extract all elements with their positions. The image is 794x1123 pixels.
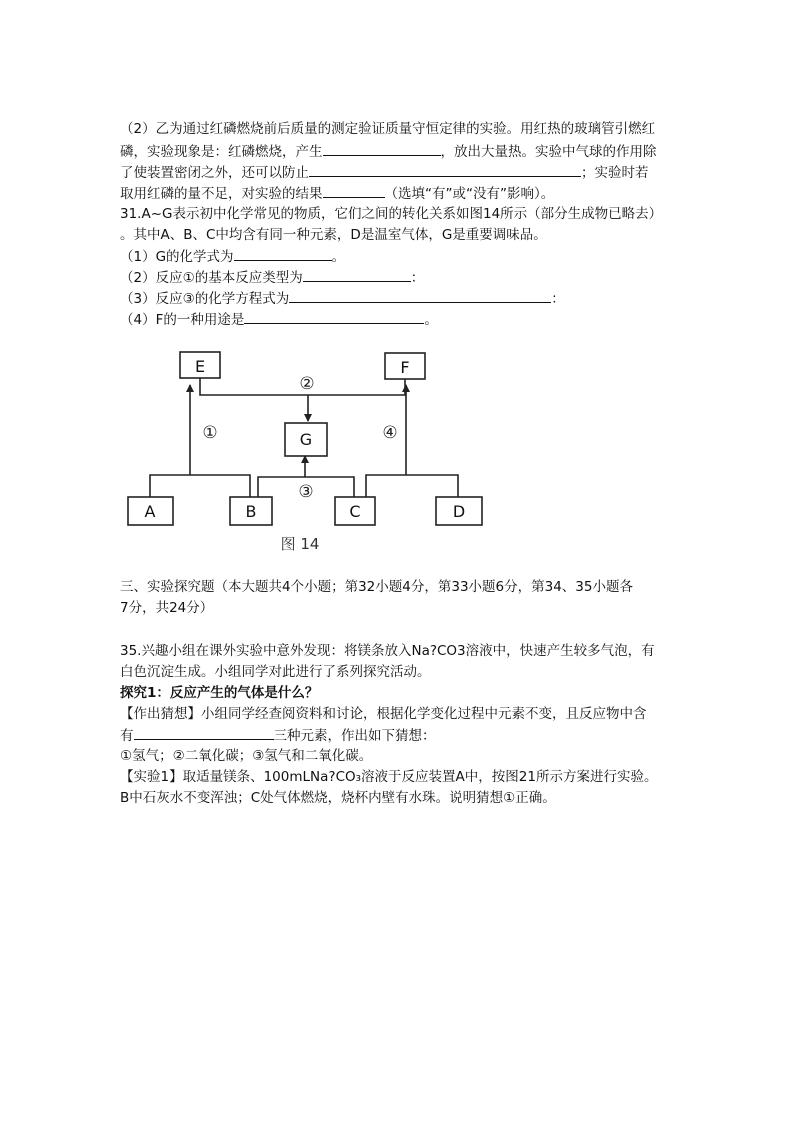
reaction-4-label: ④ bbox=[382, 423, 398, 443]
q35-line-2: 白色沉淀生成。小组同学对此进行了系列探究活动。 bbox=[120, 664, 431, 680]
q35-line-1: 35.兴趣小组在课外实验中意外发现：将镁条放入Na?CO3溶液中，快速产生较多气泡，有 bbox=[120, 643, 655, 659]
node-a-label: A bbox=[144, 502, 156, 521]
section-3-heading-line-2: 7分，共24分） bbox=[120, 600, 214, 616]
explore-1-heading: 探究1：反应产生的气体是什么？ bbox=[120, 685, 319, 701]
connector-c-d bbox=[366, 475, 458, 497]
answer-blank[interactable] bbox=[244, 309, 424, 324]
q30-line-1: （2）乙为通过红磷燃烧前后质量的测定验证质量守恒定律的实验。用红热的玻璃管引燃红 bbox=[120, 121, 656, 137]
q31-sub-4: （4）F的一种用途是 。 bbox=[120, 309, 438, 330]
q31-sub-1: （1）G的化学式为 。 bbox=[120, 246, 345, 267]
answer-blank[interactable] bbox=[323, 141, 441, 156]
q30-line-4: 取用红磷的量不足，对实验的结果 （选填“有”或“没有”影响）。 bbox=[120, 183, 554, 204]
answer-blank[interactable] bbox=[323, 183, 385, 198]
answer-blank[interactable] bbox=[134, 725, 274, 740]
q31-sub-2: （2）反应①的基本反应类型为 ： bbox=[120, 267, 424, 288]
answer-blank[interactable] bbox=[289, 288, 551, 303]
node-g-label: G bbox=[299, 430, 313, 449]
reaction-3-label: ③ bbox=[298, 482, 314, 502]
node-b-label: B bbox=[245, 502, 257, 521]
figure-caption: 图 14 bbox=[280, 535, 320, 553]
q31-sub-3: （3）反应③的化学方程式为 ： bbox=[120, 288, 565, 309]
node-e-label: E bbox=[194, 357, 206, 376]
answer-blank[interactable] bbox=[309, 162, 581, 177]
reaction-diagram bbox=[118, 335, 503, 560]
reaction-1-label: ① bbox=[202, 423, 218, 443]
guess-line-1: 【作出猜想】小组同学经查阅资料和讨论，根据化学变化过程中元素不变，且反应物中含 bbox=[120, 706, 647, 722]
q30-line-3: 了使装置密闭之外，还可以防止 ；实验时若 bbox=[120, 162, 649, 183]
q30-line-2: 磷，实验现象是：红磷燃烧，产生 ，放出大量热。实验中气球的作用除 bbox=[120, 141, 657, 162]
node-c-label: C bbox=[349, 502, 361, 521]
reaction-2-label: ② bbox=[299, 374, 315, 394]
answer-blank[interactable] bbox=[234, 246, 332, 261]
section-3-heading-line-1: 三、实验探究题（本大题共4个小题；第32小题4分，第33小题6分，第34、35小题各 bbox=[120, 579, 633, 595]
q31-line-2: 。其中A、B、C中均含有同一种元素，D是温室气体，G是重要调味品。 bbox=[120, 227, 547, 243]
answer-blank[interactable] bbox=[303, 267, 411, 282]
guess-options: ①氢气；②二氧化碳；③氢气和二氧化碳。 bbox=[120, 748, 373, 764]
connector-a-b bbox=[150, 475, 250, 497]
guess-line-2: 有 三种元素，作出如下猜想： bbox=[120, 725, 436, 746]
q31-line-1: 31.A~G表示初中化学常见的物质，它们之间的转化关系如图14所示（部分生成物已略去） bbox=[120, 206, 663, 222]
node-f-label: F bbox=[400, 358, 410, 377]
experiment-1-line-1: 【实验1】取适量镁条、100mLNa?CO₃溶液于反应装置A中，按图21所示方案进行实验。 bbox=[120, 769, 658, 785]
experiment-1-line-2: B中石灰水不变浑浊；C处气体燃烧，烧杯内壁有水珠。说明猜想①正确。 bbox=[120, 790, 556, 806]
node-d-label: D bbox=[452, 502, 466, 521]
